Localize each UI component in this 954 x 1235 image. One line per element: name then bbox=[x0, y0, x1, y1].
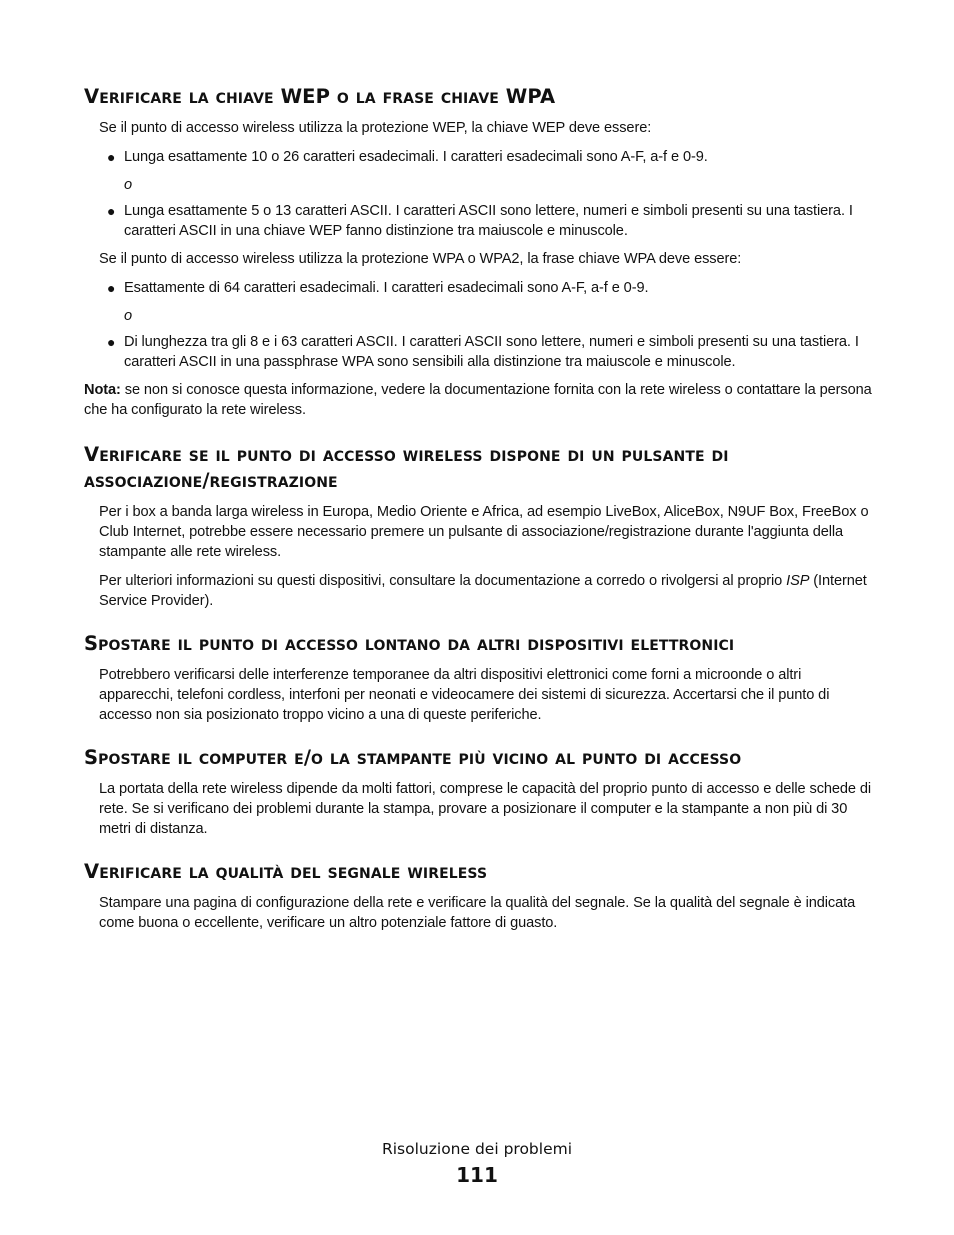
bullet-list bbox=[84, 332, 876, 372]
bullet-icon: ● bbox=[107, 280, 116, 296]
note-label: Nota: bbox=[84, 382, 121, 398]
list-item-text: Lunga esattamente 5 o 13 caratteri ASCII. I caratteri ASCII sono lettere, numeri e simboli presenti su una tastiera. I caratteri ASCII in una chiave WEP fanno distinzione tra maiuscole e minuscole. bbox=[124, 203, 853, 239]
bullet-list bbox=[84, 278, 876, 298]
page-footer bbox=[0, 1138, 954, 1190]
paragraph: La portata della rete wireless dipende da molti fattori, comprese le capacità del proprio punto di accesso e delle schede di rete. Se si verificano dei problemi durante la stampa, provare a posizionare il computer e la stampante a non più di 30 metri di distanza. bbox=[99, 781, 872, 837]
list-item bbox=[107, 201, 876, 241]
footer-section-title: Risoluzione dei problemi bbox=[381, 1140, 573, 1158]
section-heading: Verificare la chiave WEP o la frase chiave WPA bbox=[84, 85, 556, 108]
isp-term: ISP bbox=[786, 573, 810, 589]
list-item-text: Lunga esattamente 10 o 26 caratteri esadecimali. I caratteri esadecimali sono A-F, a-f e 0-9. bbox=[124, 149, 708, 165]
section-heading: Spostare il punto di accesso lontano da altri dispositivi elettronici bbox=[84, 632, 735, 655]
document-page bbox=[84, 86, 876, 955]
list-item bbox=[107, 147, 876, 167]
list-item bbox=[107, 278, 876, 298]
list-item-text: Di lunghezza tra gli 8 e i 63 caratteri ASCII. I caratteri ASCII sono lettere, numeri e simboli presenti su una tastiera. I caratteri ASCII in una passphrase WPA sono sensibili alla distinzione tra maiuscole e minuscole. bbox=[124, 334, 859, 370]
paragraph: Stampare una pagina di configurazione della rete e verificare la qualità del segnale. Se la qualità del segnale è indicata come buona o eccellente, verificare un altro potenziale fattore di guasto. bbox=[99, 895, 856, 931]
paragraph-text: (Internet Service Provider). bbox=[99, 573, 867, 609]
list-item bbox=[107, 332, 876, 372]
note-text: se non si conosce questa informazione, vedere la documentazione fornita con la rete wireless o contattare la persona che ha configurato la rete wireless. bbox=[84, 382, 872, 418]
bullet-list bbox=[84, 147, 876, 167]
section-signal-quality bbox=[84, 861, 876, 933]
or-separator: o bbox=[124, 308, 133, 324]
note bbox=[84, 380, 876, 420]
section-interference bbox=[84, 633, 876, 725]
paragraph: Se il punto di accesso wireless utilizza la protezione WEP, la chiave WEP deve essere: bbox=[99, 120, 652, 136]
bullet-list bbox=[84, 201, 876, 241]
section-heading: Verificare se il punto di accesso wireless dispone di un pulsante di associazione/registrazione bbox=[84, 443, 729, 492]
bullet-icon: ● bbox=[107, 334, 116, 350]
section-heading: Spostare il computer e/o la stampante più vicino al punto di accesso bbox=[84, 746, 742, 769]
section-wep-wpa bbox=[84, 86, 876, 420]
paragraph: Se il punto di accesso wireless utilizza la protezione WPA o WPA2, la frase chiave WPA deve essere: bbox=[99, 251, 742, 267]
section-distance bbox=[84, 747, 876, 839]
or-separator: o bbox=[124, 177, 133, 193]
bullet-icon: ● bbox=[107, 203, 116, 219]
section-heading: Verificare la qualità del segnale wireless bbox=[84, 860, 488, 883]
paragraph bbox=[99, 571, 876, 611]
list-item-text: Esattamente di 64 caratteri esadecimali. I caratteri esadecimali sono A-F, a-f e 0-9. bbox=[124, 280, 649, 296]
page-number: 111 bbox=[456, 1163, 498, 1187]
bullet-icon: ● bbox=[107, 149, 116, 165]
paragraph: Per i box a banda larga wireless in Europa, Medio Oriente e Africa, ad esempio LiveBox, AliceBox, N9UF Box, FreeBox o Club Internet, potrebbe essere necessario premere un pulsante di associazione/registrazione durante l'aggiunta della stampante alle rete wireless. bbox=[99, 504, 869, 560]
section-association-button bbox=[84, 442, 876, 611]
paragraph: Potrebbero verificarsi delle interferenze temporanee da altri dispositivi elettronici come forni a microonde o altri apparecchi, telefoni cordless, interfoni per neonati e videocamere dei sistemi di sicurezza. Accertarsi che il punto di accesso non sia posizionato troppo vicino a una di queste periferiche. bbox=[99, 667, 830, 723]
paragraph-text: Per ulteriori informazioni su questi dispositivi, consultare la documentazione a corredo o rivolgersi al proprio bbox=[99, 573, 787, 589]
